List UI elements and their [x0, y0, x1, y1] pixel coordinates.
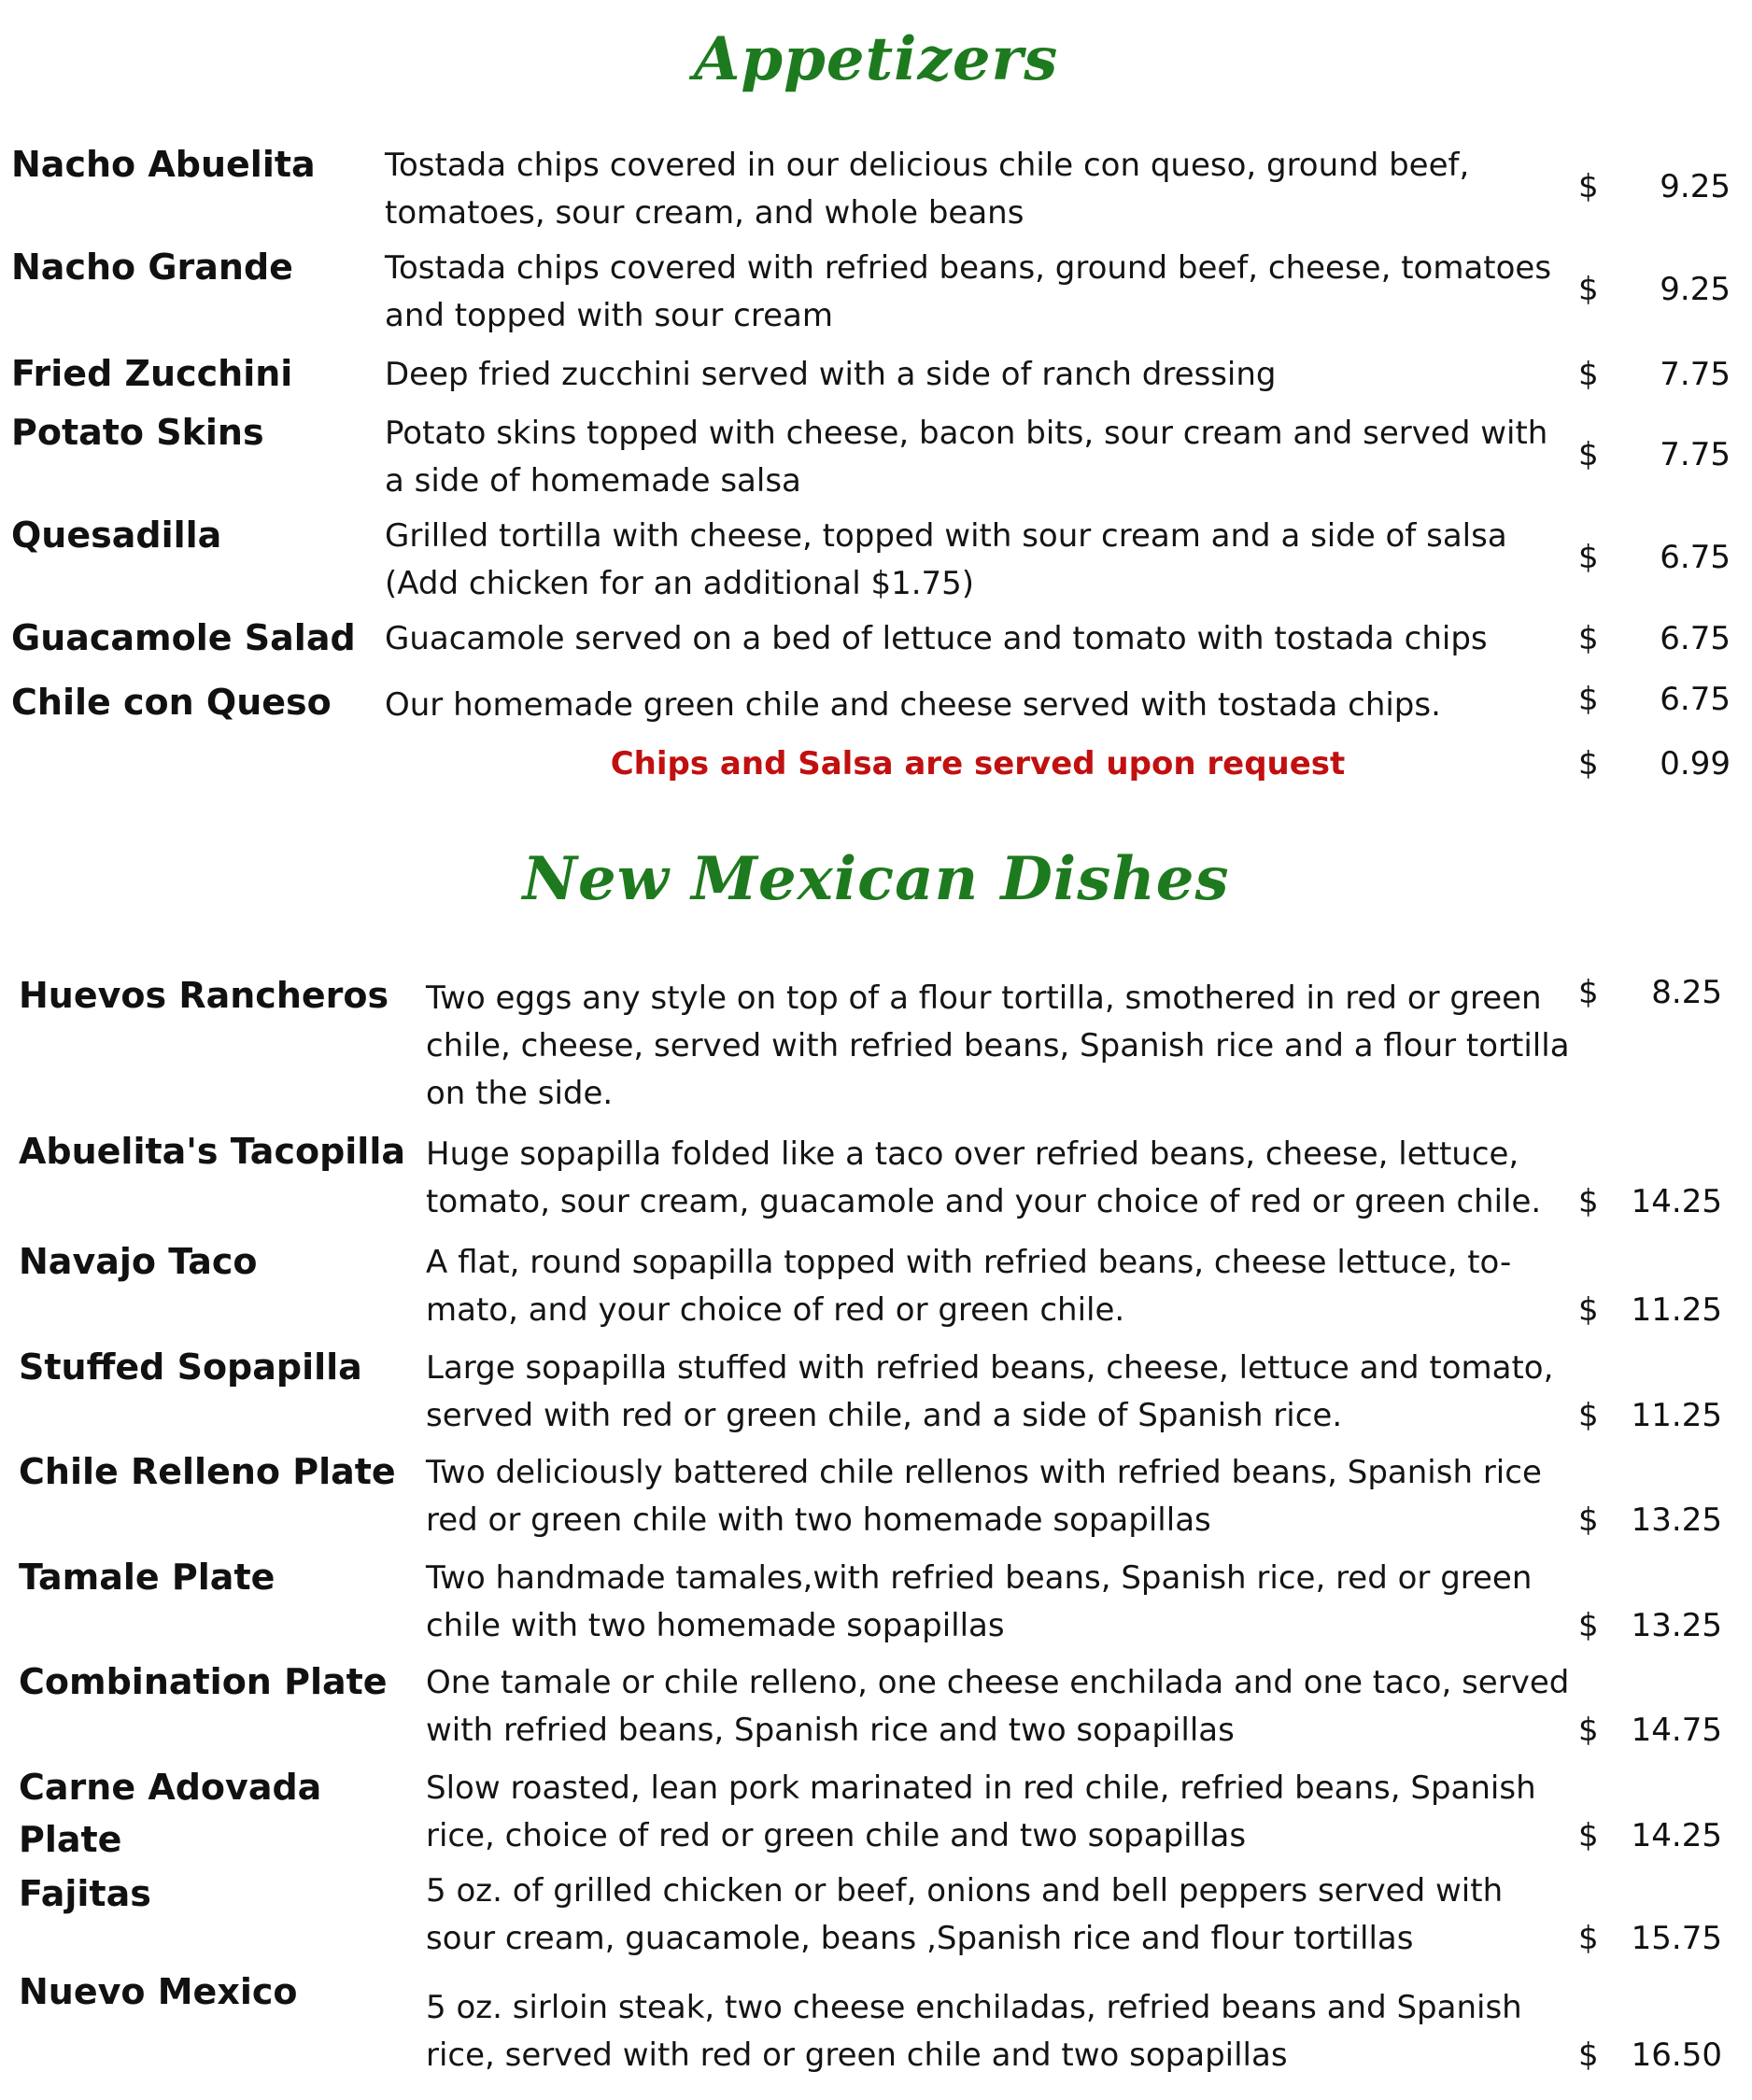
item-name: Nacho Grande	[11, 247, 293, 288]
item-description: Potato skins topped with cheese, bacon bits, sour cream and served with a side of homemade salsa	[385, 415, 1548, 500]
currency-symbol: $	[1578, 1607, 1599, 1644]
item-description: A flat, round sopapilla topped with refried beans, cheese lettuce, to-mato, and your choice of red or green chile.	[426, 1244, 1512, 1329]
item-description: 5 oz. sirloin steak, two cheese enchiladas, refried beans and Spanish rice, served with red or green chile and two sopapillas	[426, 1989, 1522, 2074]
item-name: Nacho Abuelita	[11, 144, 316, 185]
item-price: 8.25	[1651, 974, 1722, 1011]
item-price: 9.25	[1660, 168, 1731, 205]
item-name: Huevos Rancheros	[19, 975, 389, 1016]
currency-symbol: $	[1578, 974, 1599, 1011]
item-name: Stuffed Sopapilla	[19, 1346, 362, 1388]
currency-symbol: $	[1578, 1920, 1599, 1957]
item-name: Tamale Plate	[19, 1557, 276, 1598]
currency-symbol: $	[1578, 1291, 1599, 1329]
currency-symbol: $	[1578, 745, 1599, 782]
item-name: Navajo Taco	[19, 1241, 258, 1282]
item-description: One tamale or chile relleno, one cheese enchilada and one taco, served with refried beans, Spanish rice and two sopapillas	[426, 1664, 1570, 1749]
currency-symbol: $	[1578, 1817, 1599, 1854]
item-description: Two handmade tamales,with refried beans, Spanish rice, red or green chile with two homemade sopapillas	[426, 1559, 1533, 1644]
item-name: Combination Plate	[19, 1661, 388, 1702]
item-description: Two deliciously battered chile rellenos with refried beans, Spanish rice red or green chile with two homemade sopapillas	[426, 1454, 1542, 1539]
item-name: Quesadilla	[11, 514, 222, 556]
new-mexican-title: New Mexican Dishes	[522, 844, 1230, 914]
currency-symbol: $	[1578, 1397, 1599, 1434]
item-price: 7.75	[1660, 356, 1731, 393]
item-price: 14.25	[1631, 1817, 1722, 1854]
item-name: Abuelita's Tacopilla	[19, 1131, 405, 1172]
currency-symbol: $	[1578, 1183, 1599, 1220]
item-name: Carne Adovada Plate	[19, 1767, 322, 1860]
item-price: 16.50	[1631, 2037, 1722, 2074]
item-price: 9.25	[1660, 271, 1731, 308]
item-description: Large sopapilla stuffed with refried beans, cheese, lettuce and tomato, served with red or green chile, and a side of Spanish rice.	[426, 1349, 1554, 1434]
currency-symbol: $	[1578, 1501, 1599, 1539]
note-text: Chips and Salsa are served upon request	[610, 745, 1346, 782]
item-name: Chile con Queso	[11, 682, 332, 723]
item-name: Nuevo Mexico	[19, 1971, 298, 2012]
item-description: Slow roasted, lean pork marinated in red chile, refried beans, Spanish rice, choice of red or green chile and two sopapillas	[426, 1769, 1536, 1854]
currency-symbol: $	[1578, 539, 1599, 576]
currency-symbol: $	[1578, 1712, 1599, 1749]
item-description: Deep fried zucchini served with a side of ranch dressing	[385, 356, 1277, 393]
item-price: 14.75	[1631, 1712, 1722, 1749]
item-price: 15.75	[1631, 1920, 1722, 1957]
item-price: 0.99	[1660, 745, 1731, 782]
item-description: Two eggs any style on top of a flour tortilla, smothered in red or green chile, cheese, served with refried beans, Spanish rice and a flour tortilla on the side.	[426, 980, 1570, 1112]
currency-symbol: $	[1578, 356, 1599, 393]
item-price: 14.25	[1631, 1183, 1722, 1220]
item-price: 13.25	[1631, 1501, 1722, 1539]
item-name: Guacamole Salad	[11, 617, 356, 658]
item-description: Tostada chips covered with refried beans, ground beef, cheese, tomatoes and topped with sour cream	[385, 249, 1552, 334]
currency-symbol: $	[1578, 168, 1599, 205]
item-description: Huge sopapilla folded like a taco over refried beans, cheese, lettuce, tomato, sour cream, guacamole and your choice of red or green chile.	[426, 1135, 1542, 1220]
item-name: Fried Zucchini	[11, 353, 293, 394]
item-price: 7.75	[1660, 436, 1731, 473]
item-description: Grilled tortilla with cheese, topped with sour cream and a side of salsa (Add chicken for an additional $1.75)	[385, 517, 1507, 602]
item-price: 6.75	[1660, 539, 1731, 576]
appetizers-title: Appetizers	[693, 24, 1059, 94]
item-name: Chile Relleno Plate	[19, 1451, 396, 1492]
currency-symbol: $	[1578, 436, 1599, 473]
item-price: 11.25	[1631, 1291, 1722, 1329]
currency-symbol: $	[1578, 620, 1599, 657]
item-name: Fajitas	[19, 1873, 151, 1914]
item-description: Our homemade green chile and cheese served with tostada chips.	[385, 686, 1441, 724]
item-description: Guacamole served on a bed of lettuce and tomato with tostada chips	[385, 620, 1488, 657]
item-description: Tostada chips covered in our delicious chile con queso, ground beef, tomatoes, sour cream, and whole beans	[385, 147, 1470, 232]
currency-symbol: $	[1578, 2037, 1599, 2074]
item-price: 6.75	[1660, 620, 1731, 657]
item-name: Potato Skins	[11, 412, 264, 453]
item-price: 6.75	[1660, 681, 1731, 718]
item-description: 5 oz. of grilled chicken or beef, onions and bell peppers served with sour cream, guacamole, beans ,Spanish rice and flour tortillas	[426, 1872, 1504, 1957]
currency-symbol: $	[1578, 271, 1599, 308]
currency-symbol: $	[1578, 681, 1599, 718]
item-price: 13.25	[1631, 1607, 1722, 1644]
item-price: 11.25	[1631, 1397, 1722, 1434]
